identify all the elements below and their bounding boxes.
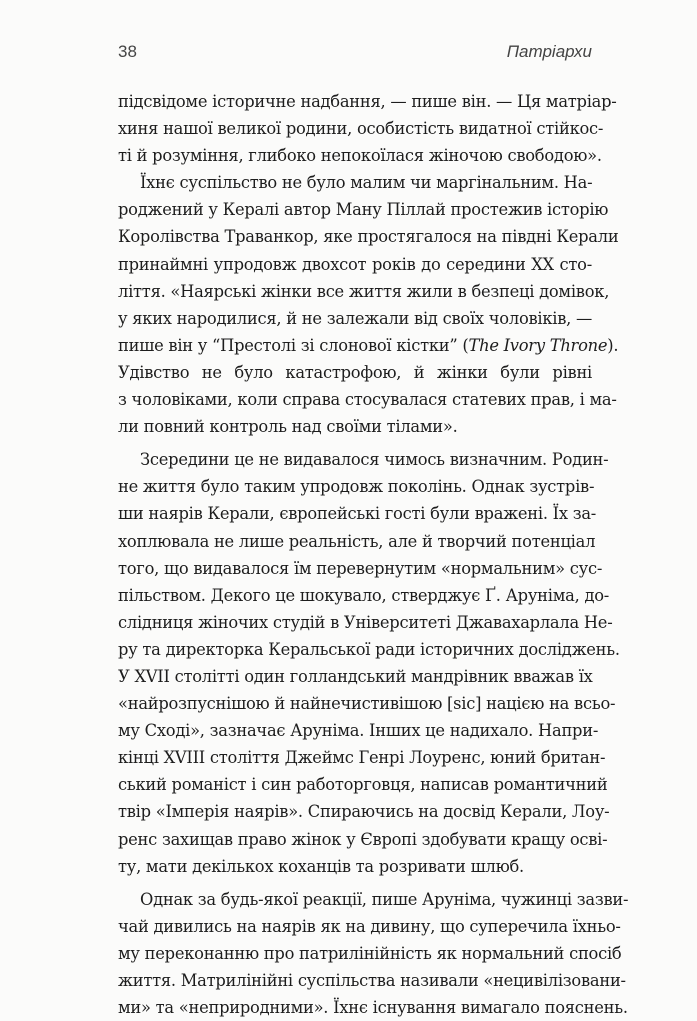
italic-title: The Ivory Throne (468, 335, 608, 355)
text-line: не життя було таким упродовж поколінь. Однак зустрів- (118, 477, 595, 497)
text-line: му переконанню про патрилінійність як нормальний спосіб (118, 943, 622, 963)
page-number: 38 (118, 42, 137, 61)
text-line: у яких народилися, й не залежали від своїх чоловіків, — (118, 308, 593, 328)
chapter-title: Патріархи (506, 42, 592, 61)
text-line: принаймні упродовж двохсот років до середини XX сто- (118, 254, 592, 274)
text-line: ши наярів Керали, європейські гості були вражені. Їх за- (118, 504, 597, 524)
text-line: ру та директорка Керальської ради історичних досліджень. (118, 639, 620, 659)
text-line: підсвідоме історичне надбання, — пише він. — Ця матріар- (118, 92, 617, 111)
text-line: ренс захищав право жінок у Європі здобувати кращу осві- (118, 829, 608, 849)
text-line: ський романіст і син работорговця, написав романтичний (118, 775, 608, 795)
text-line-with-italic (118, 332, 619, 359)
text-line: того, що видавалося їм перевернутим «нормальним» сус- (118, 558, 603, 578)
text-segment: ). (607, 335, 619, 355)
text-segment: пише він у “Престолі зі слонової кістки” ( (118, 335, 469, 355)
text-line: му Сході», зазначає Аруніма. Інших це надихало. Напри- (118, 721, 599, 741)
text-line: слідниця жіночих студій в Університеті Джавахарлала Не- (118, 612, 613, 632)
text-line: Зсередини це не видавалося чимось визначним. Родин- (140, 450, 609, 470)
text-line: твір «Імперія наярів». Спираючись на досвід Керали, Лоу- (118, 802, 610, 822)
text-line: «найрозпуснішою й найнечистивішою [sic] нацією на всьо- (118, 694, 616, 714)
text-line: ліття. «Наярські жінки все життя жили в безпеці домівок, (118, 281, 610, 301)
text-line: Удівство не було катастрофою, й жінки були рівні (118, 362, 592, 382)
paragraph-1 (118, 88, 617, 169)
text-line: чай дивились на наярів як на дивину, що суперечила їхньо- (118, 916, 621, 936)
running-head (118, 42, 592, 68)
text-line: хоплювала не лише реальність, але й творчий потенціал (118, 531, 596, 551)
text-line: ту, мати декількох коханців та розривати шлюб. (118, 856, 524, 876)
text-line: ли повний контроль над своїми тілами». (118, 417, 458, 437)
text-line: життя. Матрилінійні суспільства називали «нецивілізовани- (118, 971, 626, 990)
paragraph-4 (118, 886, 629, 1021)
text-line: з чоловіками, коли справа стосувалася статевих прав, і ма- (118, 390, 617, 410)
paragraph-3 (118, 446, 620, 880)
text-line: Їхнє суспільство не було малим чи маргінальним. На- (140, 173, 593, 193)
text-line: Королівства Траванкор, яке простягалося на півдні Керали (118, 227, 619, 247)
body-text (118, 88, 629, 1021)
text-line: Однак за будь-якої реакції, пише Аруніма, чужинці зазви- (140, 889, 629, 909)
text-line: хиня нашої великої родини, особистість видатної стійкос- (118, 119, 604, 139)
text-line: кінці XVIII століття Джеймс Генрі Лоуренс, юний британ- (118, 748, 606, 768)
text-line: роджений у Кералі автор Ману Піллай простежив історію (118, 200, 609, 220)
text-line: пільством. Декого це шокувало, стверджує Ґ. Аруніма, до- (118, 585, 610, 605)
paragraph-2 (118, 169, 619, 440)
text-line: У XVII столітті один голландський мандрівник вважав їх (118, 666, 593, 686)
text-line: ті й розуміння, глибоко непокоїлася жіночою свободою». (118, 146, 602, 166)
text-line: ми» та «неприродними». Їхнє існування вимагало пояснень. (118, 998, 628, 1018)
